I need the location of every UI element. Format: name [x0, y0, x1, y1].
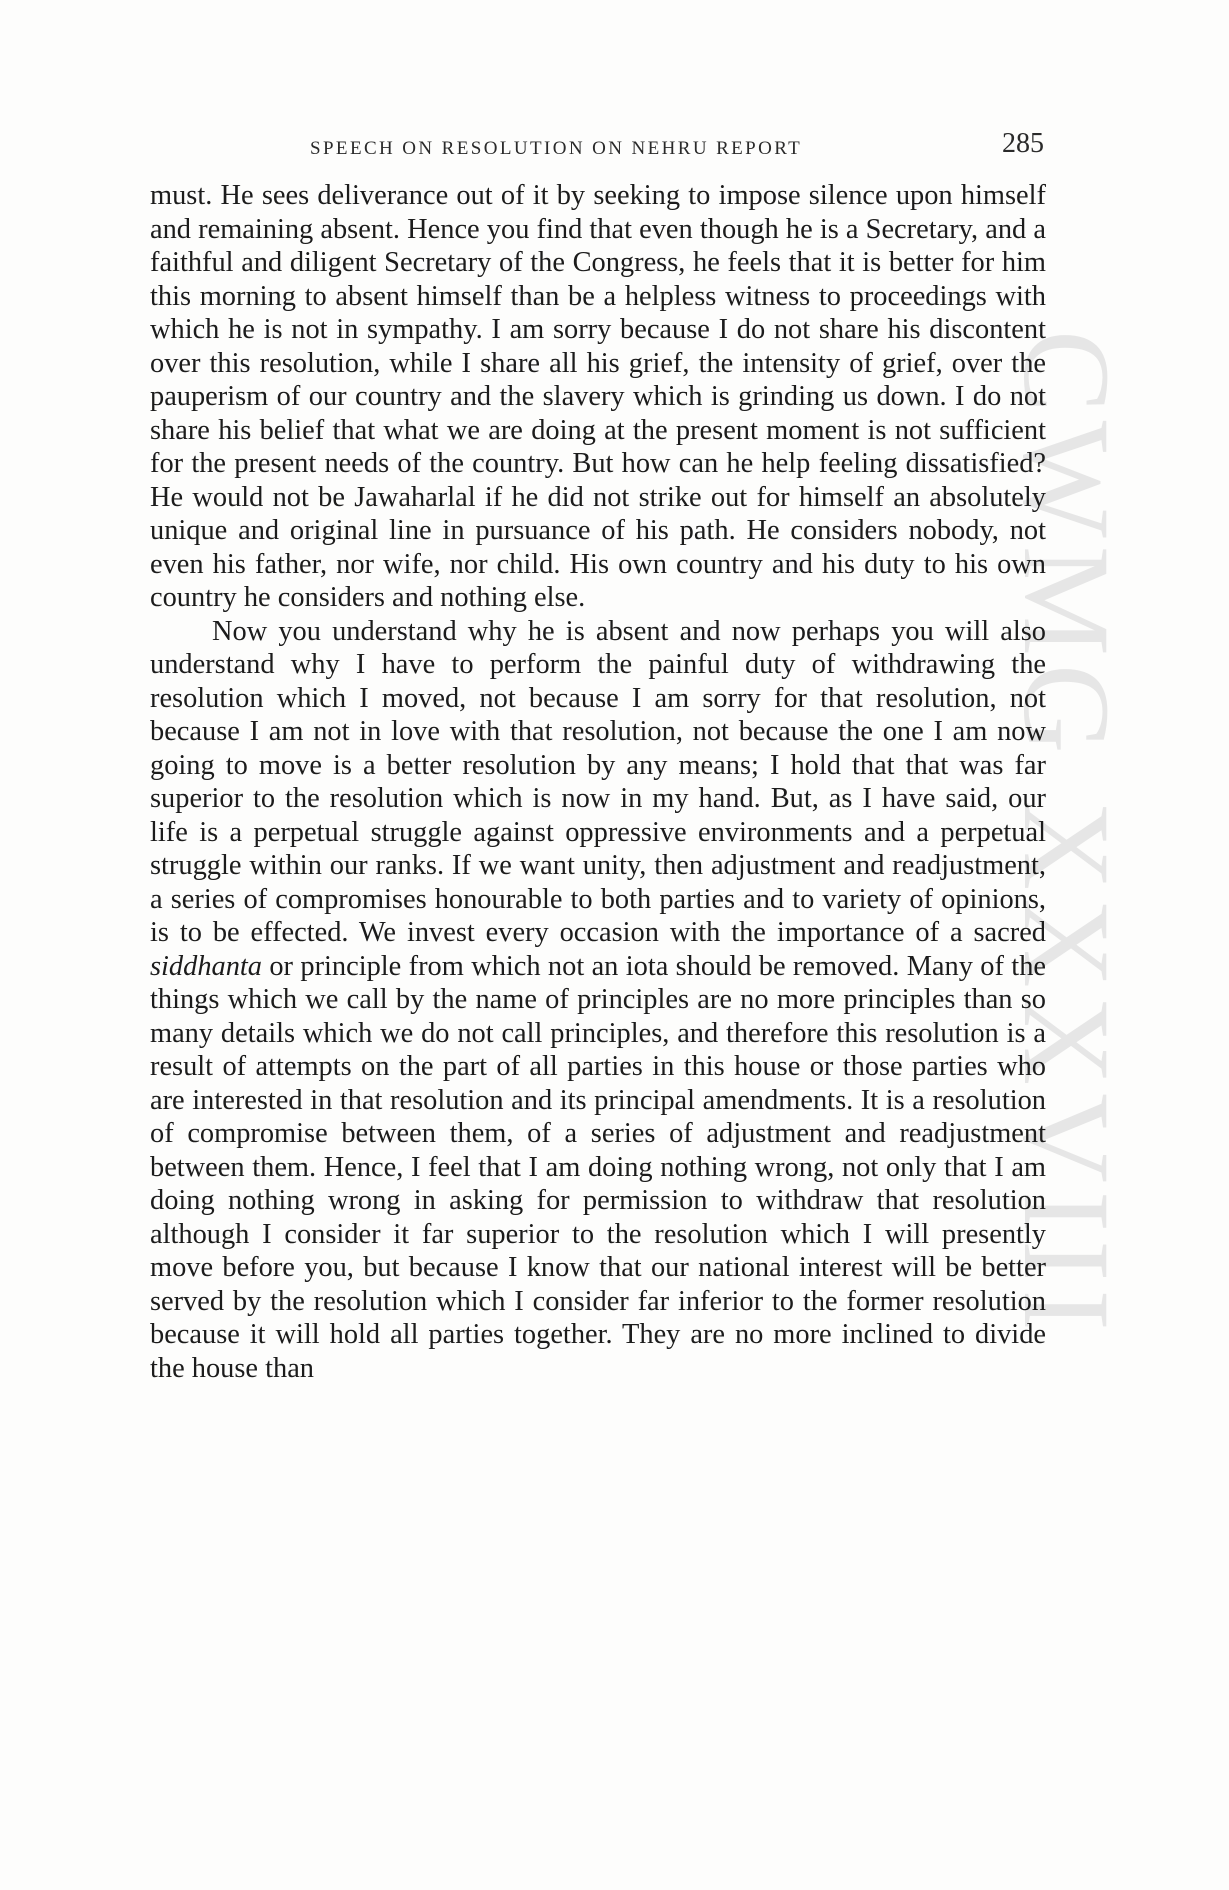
paragraph-1-text: must. He sees deliverance out of it by seeking to impose silence upon himself and remaining absent. Hence you find that even though he is a Secretary, and a faithful and diligent Secretary of the Congress, he feels that it is better for him this morning to absent himself than be a helpless witness to proceedings with which he is not in sympathy. I am sorry because I do not share his discontent over this resolution, while I share all his grief, the intensity of grief, over the pauperism of our country and the slavery which is grinding us down. I do not share his belief that what we are doing at the present moment is not sufficient for the present needs of the country. But how can he help feeling dissatisfied? He would not be Jawaharlal if he did not strike out for himself an absolutely unique and original line in pursuance of his path. He considers nobody, not even his father, nor wife, nor child. His own country and his duty to his own country he considers and nothing else.: [150, 180, 1046, 613]
running-head-title: SPEECH ON RESOLUTION ON NEHRU REPORT: [310, 138, 803, 159]
page-number: 285: [1002, 128, 1044, 159]
paragraph-2-text-end: or principle from which not an iota should be removed. Many of the things which we call by the name of principles are no more principles than so many details which we do not call principles, and therefore this resolution is a result of attempts on the part of all parties in this house or those parties who are interested in that resolution and its principal amendments. It is a resolution of compromise between them, of a series of adjustment and readjustment between them. Hence, I feel that I am doing nothing wrong, not only that I am doing nothing wrong in asking for permission to withdraw that resolution although I consider it far superior to the resolution which I will presently move before you, but because I know that our national interest will be better served by the resolution which I consider far inferior to the former resolution because it will hold all parties together. They are no more inclined to divide the house than: [150, 950, 1046, 1384]
paragraph-2: [150, 615, 1046, 1386]
body-text: [150, 179, 1046, 1385]
italic-term-siddhanta: siddhanta: [150, 950, 262, 982]
paragraph-2-text-start: Now you understand why he is absent and now perhaps you will also understand why I have to perform the painful duty of withdrawing the resolution which I moved, not because I am sorry for that resolution, not because I am not in love with that resolution, not because the one I am now going to move is a better resolution by any means; I hold that that was far superior to the resolution which is now in my hand. But, as I have said, our life is a perpetual struggle against oppressive environments and a perpetual struggle within our ranks. If we want unity, then adjustment and readjustment, a series of compromises honourable to both parties and to variety of opinions, is to be effected. We invest every occasion with the importance of a sacred: [150, 615, 1046, 948]
watermark-text: CWMG XXXVIII: [998, 330, 1135, 1339]
running-head: [150, 128, 1046, 168]
paragraph-1: [150, 179, 1046, 615]
